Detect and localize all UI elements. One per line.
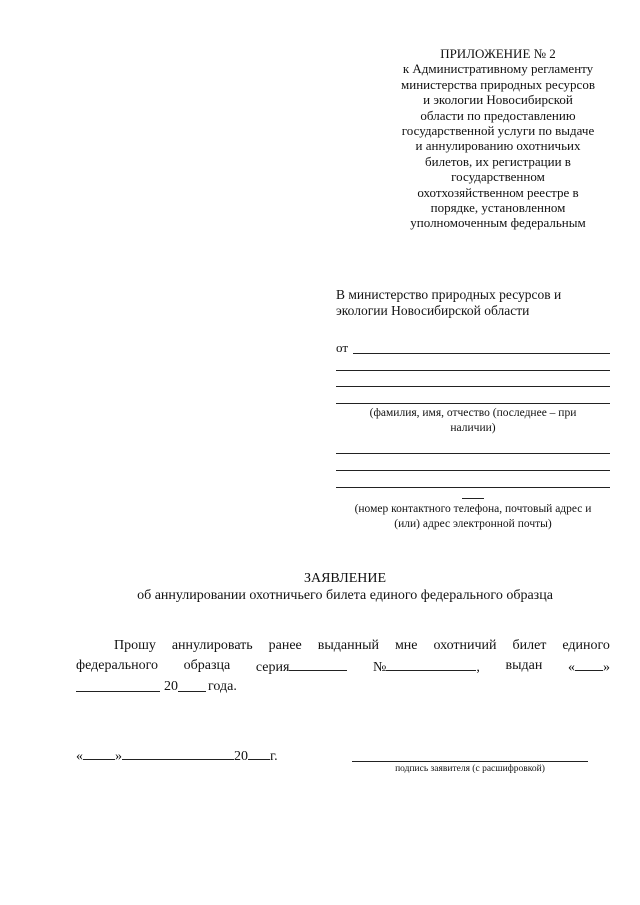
date-close-quote: » bbox=[115, 749, 122, 764]
name-field-line-4[interactable] bbox=[336, 390, 610, 404]
title-heading: ЗАЯВЛЕНИЕ bbox=[303, 571, 387, 586]
title-subheading: об аннулировании охотничьего билета единого федерального образца bbox=[137, 588, 553, 603]
name-field-line-3[interactable] bbox=[336, 373, 610, 387]
close-quote: » bbox=[602, 659, 610, 675]
request-word-2: аннулировать bbox=[171, 638, 253, 653]
open-quote: « bbox=[567, 659, 575, 675]
date-day-field[interactable] bbox=[83, 745, 115, 760]
document-title bbox=[80, 570, 610, 604]
number-label: № bbox=[373, 659, 387, 675]
request-line-3 bbox=[76, 677, 610, 697]
day-group bbox=[568, 656, 610, 678]
addressee-line-2: экологии Новосибирской области bbox=[336, 303, 530, 318]
request-word-4: выданный bbox=[317, 638, 379, 653]
name-caption bbox=[336, 406, 610, 436]
appendix-line-6: государственной услуги по выдаче bbox=[401, 123, 595, 139]
request-text bbox=[76, 636, 610, 697]
appendix-line-10: охотхозяйственном реестре в bbox=[417, 184, 579, 200]
request-word-3: ранее bbox=[268, 638, 302, 653]
contact-caption bbox=[336, 502, 610, 532]
date-year-suffix: г. bbox=[270, 749, 278, 764]
word-goda: года. bbox=[208, 679, 237, 694]
appendix-line-5: области по предоставлению bbox=[420, 107, 576, 123]
appendix-line-7: и аннулированию охотничьих bbox=[415, 138, 581, 154]
appendix-line-12: уполномоченным федеральным bbox=[410, 215, 586, 231]
date-year-field[interactable] bbox=[248, 745, 270, 760]
name-caption-line-1: (фамилия, имя, отчество (последнее – при bbox=[369, 407, 577, 420]
appendix-header bbox=[378, 46, 618, 231]
from-label: от bbox=[336, 340, 349, 355]
applicant-info bbox=[336, 341, 610, 532]
contact-field-line-3[interactable] bbox=[336, 474, 610, 488]
application-date bbox=[76, 745, 278, 765]
word-obrazca: образца bbox=[183, 657, 231, 673]
issue-year-field[interactable] bbox=[178, 677, 206, 692]
issue-day-field[interactable] bbox=[575, 656, 603, 671]
series-group bbox=[256, 656, 348, 678]
contact-caption-line-2: (или) адрес электронной почты) bbox=[394, 518, 552, 531]
appendix-line-3: министерства природных ресурсов bbox=[401, 76, 595, 92]
contact-field-line-1[interactable] bbox=[336, 440, 610, 454]
request-word-8: единого bbox=[562, 638, 610, 653]
series-field[interactable] bbox=[289, 656, 347, 671]
request-line-1 bbox=[76, 636, 610, 656]
appendix-line-1: ПРИЛОЖЕНИЕ № 2 bbox=[440, 46, 556, 61]
date-month-field[interactable] bbox=[122, 745, 234, 760]
date-open-quote: « bbox=[76, 749, 83, 764]
contact-field-line-2[interactable] bbox=[336, 457, 610, 471]
addressee bbox=[336, 287, 612, 319]
issue-month-field[interactable] bbox=[76, 677, 160, 692]
name-caption-line-2: наличии) bbox=[450, 422, 496, 435]
from-line bbox=[336, 341, 610, 354]
appendix-line-2: к Административному регламенту bbox=[402, 61, 594, 77]
date-year-prefix: 20 bbox=[234, 749, 248, 764]
contact-caption-line-1: (номер контактного телефона, почтовый адрес и bbox=[354, 503, 592, 516]
year-prefix: 20 bbox=[164, 679, 178, 694]
signature-caption: подпись заявителя (с расшифровкой) bbox=[395, 764, 545, 774]
comma: , bbox=[476, 659, 480, 675]
series-label: серия bbox=[255, 659, 290, 675]
request-word-5: мне bbox=[394, 638, 418, 653]
appendix-line-11: порядке, установленном bbox=[430, 200, 566, 216]
signature-field[interactable] bbox=[352, 747, 588, 762]
number-field[interactable] bbox=[386, 656, 476, 671]
word-federal: федерального bbox=[76, 657, 159, 673]
request-word-7: билет bbox=[512, 638, 547, 653]
name-field-line-2[interactable] bbox=[336, 357, 610, 371]
name-field[interactable] bbox=[353, 340, 610, 354]
appendix-line-9: государственном bbox=[451, 169, 545, 185]
appendix-line-4: и экологии Новосибирской bbox=[423, 92, 573, 108]
number-group bbox=[373, 656, 480, 678]
appendix-line-8: билетов, их регистрации в bbox=[425, 153, 571, 169]
word-vydan: выдан bbox=[505, 657, 543, 673]
request-word-1: Прошу bbox=[114, 638, 156, 653]
addressee-line-1: В министерство природных ресурсов и bbox=[336, 287, 562, 302]
request-line-2 bbox=[76, 656, 610, 678]
request-word-6: охотничий bbox=[433, 638, 497, 653]
contact-field-line-4[interactable] bbox=[462, 490, 484, 499]
